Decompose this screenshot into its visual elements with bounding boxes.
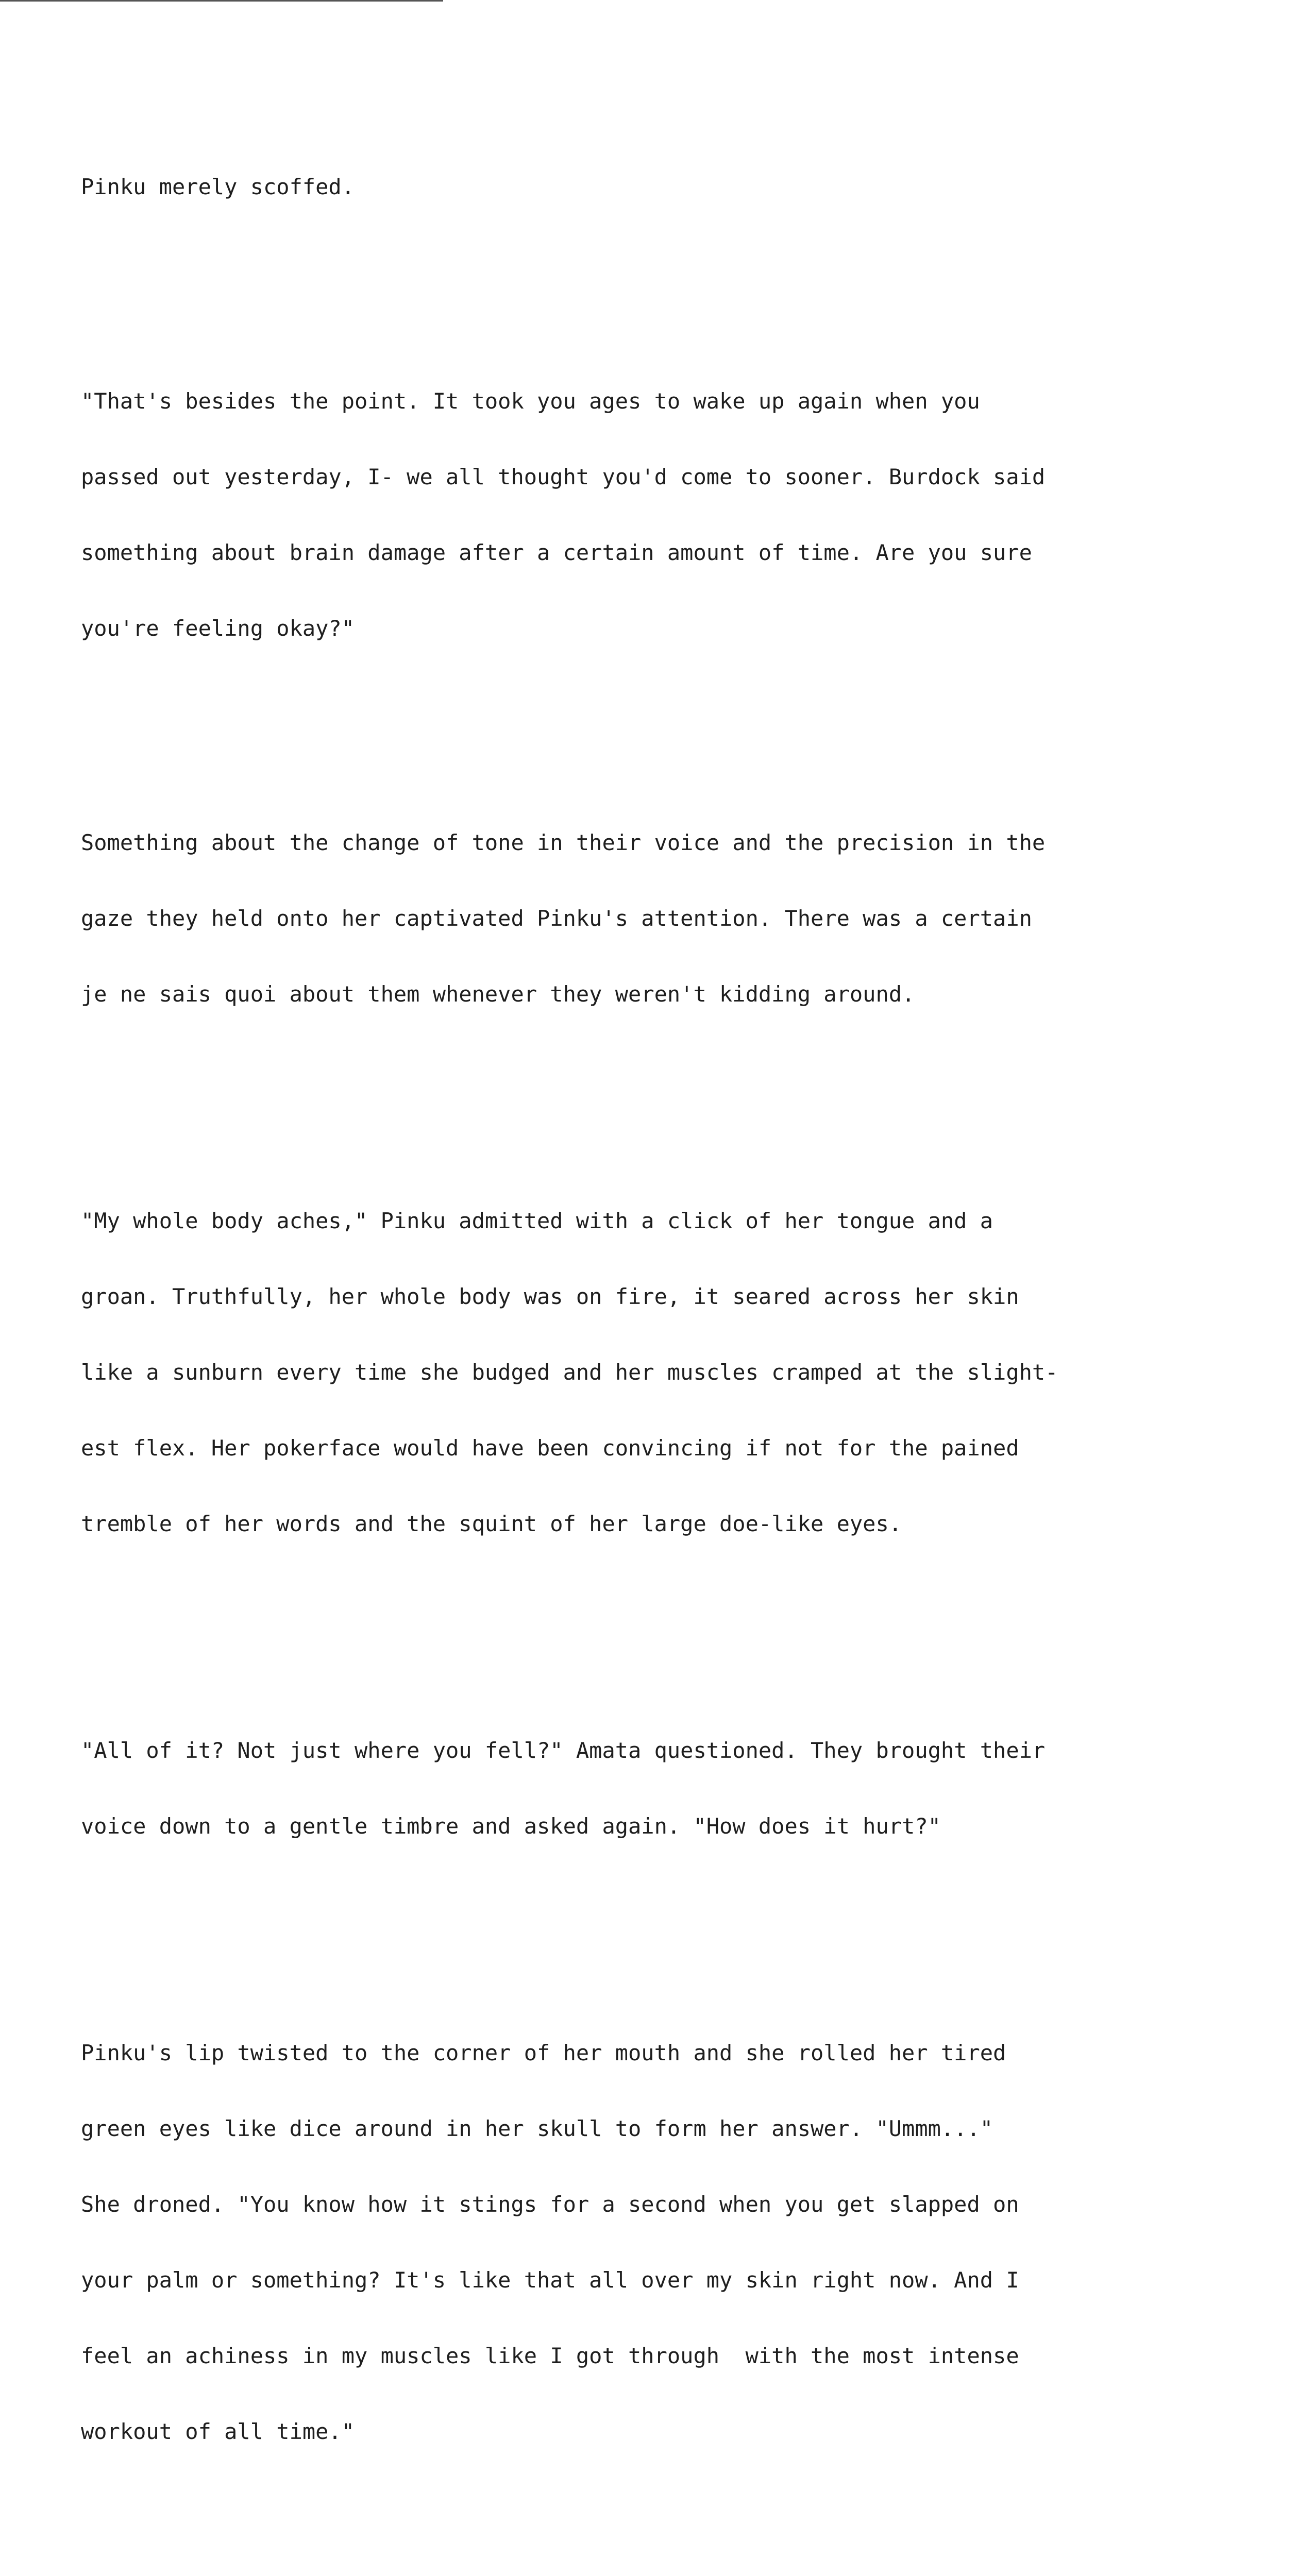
text-line: est flex. Her pokerface would have been convincing if not for the pained — [81, 1435, 1019, 1461]
text-line: feel an achiness in my muscles like I got through with the most intense — [81, 2343, 1019, 2368]
paragraph-5 — [81, 1687, 1266, 1889]
text-line: "That's besides the point. It took you ages to wake up again when you — [81, 388, 980, 414]
paragraph-1 — [81, 124, 1266, 250]
text-line: your palm or something? It's like that all over my skin right now. And I — [81, 2267, 1019, 2293]
paragraph-2 — [81, 338, 1266, 691]
text-line: She droned. "You know how it stings for a second when you get slapped on — [81, 2192, 1019, 2217]
text-line: green eyes like dice around in her skull to form her answer. "Ummm..." — [81, 2116, 993, 2141]
text-line: Pinku's lip twisted to the corner of her mouth and she rolled her tired — [81, 2040, 1006, 2065]
text-line: "My whole body aches," Pinku admitted with a click of her tongue and a — [81, 1208, 993, 1233]
text-line: groan. Truthfully, her whole body was on fire, it seared across her skin — [81, 1284, 1019, 1309]
text-line: je ne sais quoi about them whenever they weren't kidding around. — [81, 981, 915, 1007]
paragraph-6 — [81, 1990, 1266, 2495]
text-line: tremble of her words and the squint of her large doe-like eyes. — [81, 1511, 902, 1536]
text-line: Something about the change of tone in their voice and the precision in the — [81, 830, 1046, 855]
text-line: voice down to a gentle timbre and asked again. "How does it hurt?" — [81, 1814, 941, 1839]
scan-edge-line — [0, 0, 443, 2]
text-line: something about brain damage after a certain amount of time. Are you sure — [81, 540, 1032, 565]
text-line: passed out yesterday, I- we all thought you'd come to sooner. Burdock said — [81, 464, 1046, 489]
page-text — [81, 73, 1266, 2576]
text-line: Pinku merely scoffed. — [81, 174, 355, 199]
text-line: gaze they held onto her captivated Pinku's attention. There was a certain — [81, 906, 1032, 931]
text-line: "All of it? Not just where you fell?" Amata questioned. They brought their — [81, 1738, 1046, 1763]
paragraph-4 — [81, 1158, 1266, 1587]
text-line: workout of all time." — [81, 2419, 355, 2444]
paragraph-3 — [81, 779, 1266, 1057]
text-line: you're feeling okay?" — [81, 616, 355, 641]
text-line: like a sunburn every time she budged and her muscles cramped at the slight- — [81, 1360, 1058, 1385]
